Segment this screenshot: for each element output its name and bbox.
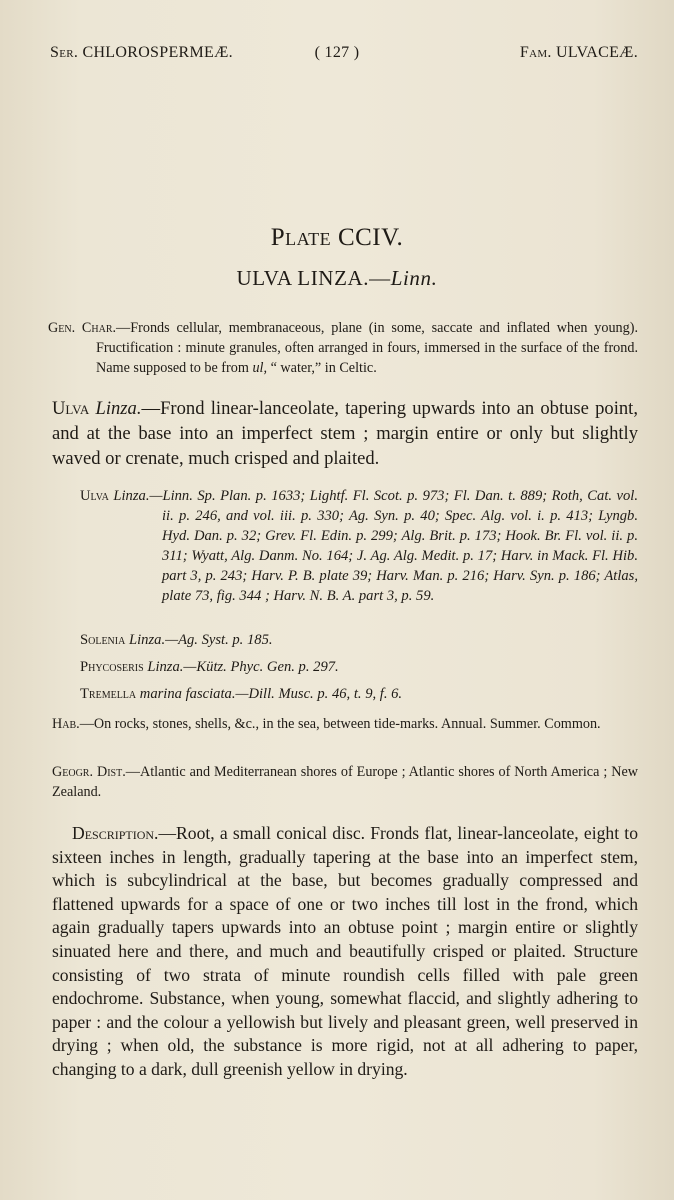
- generic-character: [48, 318, 638, 378]
- lead-genus: Ulva: [52, 398, 90, 419]
- plate-word: Plate: [270, 224, 332, 251]
- page-number: ( 127 ): [314, 44, 360, 61]
- gen-char-label: Gen. Char.: [48, 320, 117, 336]
- gen-char-text-b: “ water,” in Celtic.: [267, 360, 377, 376]
- syn-main-text: Linza.—Linn. Sp. Plan. p. 1633; Lightf. Fl. Scot. p. 973; Fl. Dan. t. 889; Roth, Cat. vol. ii. p. 246, and vol. iii. p. 330; Ag. Syn. p. 40; Spec. Alg. vol. i. p. 413; Lyngb. Hyd. Dan. p. 32; Grev. Fl. Edin. p. 299; Alg. Brit. p. 173; Hook. Br. Fl. vol. ii. p. 311; Wyatt, Alg. Danm. No. 164; J. Ag. Alg. Medit. p. 17; Harv. in Mack. Fl. Hib. part 3, p. 243; Harv. P. B. plate 39; Harv. Man. p. 216; Harv. Syn. p. 186; Atlas, plate 73, fig. 344 ; Harv. N. B. A. part 3, p. 59.: [113, 488, 639, 604]
- habitat-text: —On rocks, stones, shells, &c., in the sea, between tide-marks. Annual. Summer. Common.: [79, 716, 601, 732]
- gen-char-ul: ul,: [252, 360, 268, 376]
- family-abbr: Fam.: [519, 44, 552, 61]
- synonym-tremella: [80, 686, 402, 703]
- geography-text: —Atlantic and Mediterranean shores of Europe ; Atlantic shores of North America ; New Zealand.: [52, 764, 638, 800]
- solenia-text: Linza.—Ag. Syst. p. 185.: [129, 632, 273, 648]
- habitat-label: Hab.: [52, 716, 80, 732]
- tremella-text: marina fasciata.—Dill. Musc. p. 46, t. 9, f. 6.: [139, 686, 403, 702]
- family-title: ULVACEÆ.: [556, 44, 638, 61]
- plate-heading: [0, 224, 674, 252]
- geographic-distribution: [52, 762, 638, 802]
- solenia-genus: Solenia: [80, 632, 126, 648]
- synonym-phycoseris: [80, 659, 339, 676]
- species-name: ULVA LINZA.—: [236, 266, 391, 290]
- synonymy-main: [80, 486, 638, 606]
- description-text: —Root, a small conical disc. Fronds flat, linear-lanceolate, eight to sixteen inches in length, gradually tapering at the base into an imperfect stem, which is subcylindrical at the base, but becomes gradually compressed and flattened upwards for a space of one or two inches till lost in the frond, which again gradually tapers upwards into an obtuse point ; margin entire or slightly sinuated here and there, and much and beautifully crisped or plaited. Structure consisting of two strata of minute roundish cells filled with pale green endochrome. Substance, when young, somewhat flaccid, and slightly adhering to paper : and the colour a yellowish but lively and pleasant green, well preserved in drying ; when old, the substance is more rigid, not at all adhering to paper, changing to a dark, dull greenish yellow in drying.: [52, 823, 638, 1079]
- running-header-right: [520, 44, 638, 62]
- species-diagnosis: [52, 396, 638, 471]
- lead-species: Linza.: [95, 398, 142, 419]
- phyco-text: Linza.—Kütz. Phyc. Gen. p. 297.: [147, 659, 339, 675]
- plate-numeral: CCIV.: [337, 224, 404, 251]
- syn-main-genus: Ulva: [80, 488, 109, 504]
- tremella-genus: Tremella: [80, 686, 137, 702]
- series-abbr: Ser.: [50, 44, 79, 61]
- phyco-genus: Phycoseris: [80, 659, 144, 675]
- lead-text: —Frond linear-lanceolate, tapering upwards into an obtuse point, and at the base into an imperfect stem ; margin entire or only but slightly waved or crenate, much crisped and plaited.: [52, 398, 638, 469]
- description-label: Description.: [72, 823, 159, 843]
- geography-label: Geogr. Dist.: [52, 764, 126, 780]
- species-authority: Linn.: [390, 266, 438, 290]
- series-title: CHLOROSPERMEÆ.: [82, 44, 233, 61]
- synonym-solenia: [80, 632, 273, 649]
- habitat: [52, 714, 638, 734]
- species-title: [0, 266, 674, 291]
- gen-char-text-a: —Fronds cellular, membranaceous, plane (in some, saccate and inflated when young). Fructification : minute granules, often arranged in fours, immersed in the surface of the frond. Name supposed to be from: [96, 320, 638, 376]
- description: [52, 822, 638, 1082]
